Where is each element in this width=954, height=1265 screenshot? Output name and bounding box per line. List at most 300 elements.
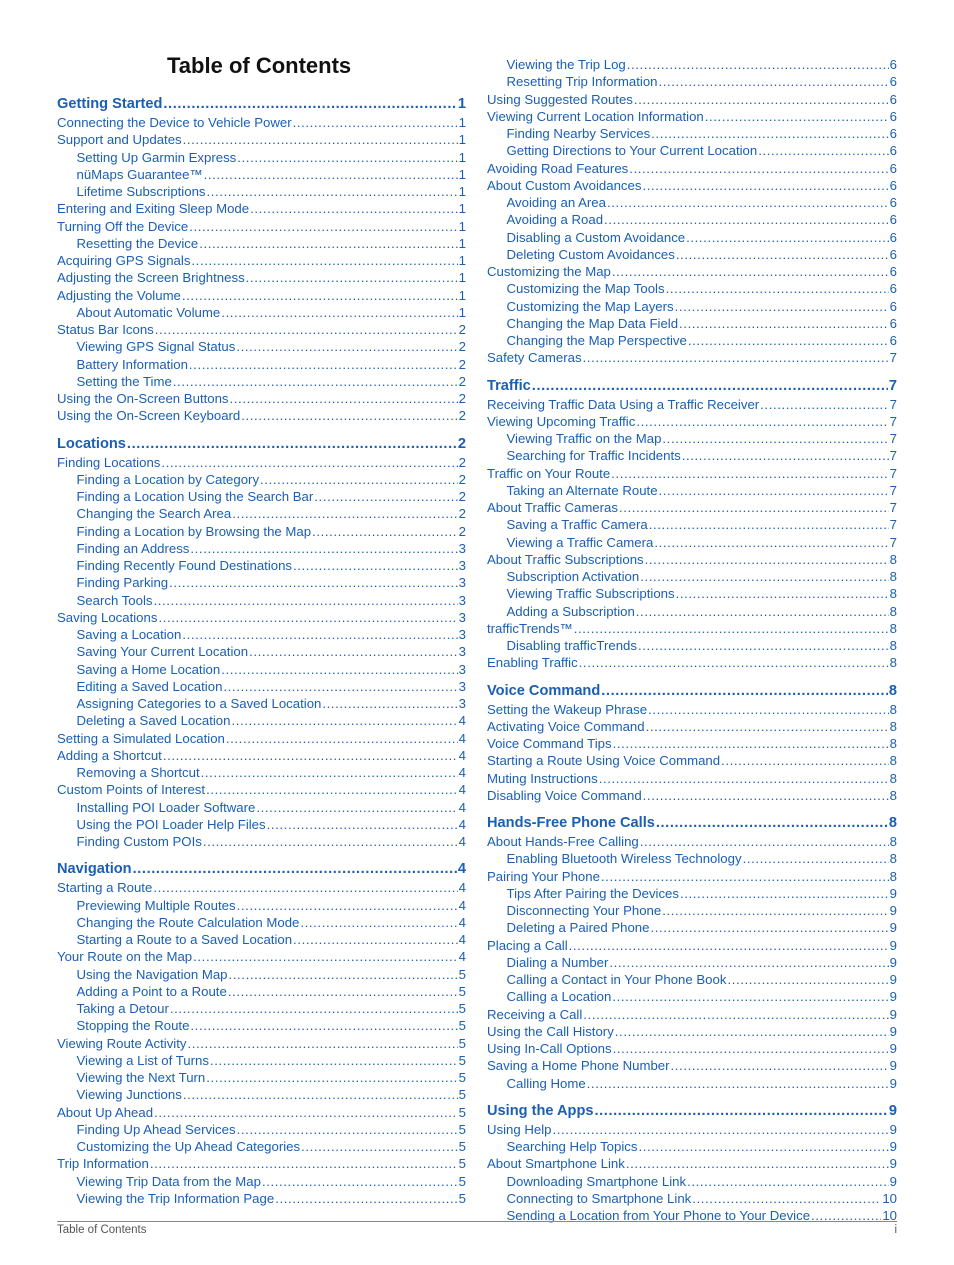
toc-page-number: 7 [889,448,897,464]
toc-subentry[interactable] [487,568,897,585]
dot-leader [189,356,458,373]
toc-entry-label: Battery Information [76,356,188,372]
toc-page-number: 4 [458,897,466,913]
toc-entry-label: Muting Instructions [487,770,598,786]
dot-leader [153,879,457,896]
toc-entry[interactable] [487,787,897,804]
toc-page-number: 8 [889,638,897,653]
dot-leader [743,850,889,867]
toc-entry-label: Viewing a Traffic Camera [506,534,654,550]
toc-entry-label: Setting Up Garmin Express [76,149,237,165]
dot-leader [155,321,458,338]
toc-entry-label: Avoiding a Road [506,212,604,228]
toc-entry-label: Viewing GPS Signal Status [76,339,236,355]
toc-entry[interactable] [487,1155,897,1172]
toc-page-number: 6 [889,143,897,159]
toc-subentry[interactable] [57,931,466,948]
dot-leader [250,200,458,217]
toc-page-number: 9 [889,972,897,987]
toc-entry-label: Calling Home [506,1075,586,1091]
toc-entry[interactable] [57,321,466,338]
toc-subentry[interactable] [57,799,466,816]
toc-subentry[interactable] [57,983,466,1000]
toc-entry[interactable] [57,114,466,131]
toc-subentry[interactable] [57,166,466,183]
toc-entry-label: Finding Locations [57,454,161,470]
toc-subentry[interactable] [487,1173,897,1190]
dot-leader [226,730,458,747]
toc-entry-label: Pairing Your Phone [487,868,600,884]
toc-subentry[interactable] [487,482,897,499]
toc-page-number: 6 [889,177,897,193]
toc-subentry[interactable] [57,505,466,522]
dot-leader [169,574,458,591]
toc-page-number: 7 [889,482,897,498]
toc-entry-label: Setting the Wakeup Phrase [487,701,648,717]
dot-leader [221,661,457,678]
toc-page-number: 1 [458,184,466,199]
toc-entry-label: Removing a Shortcut [76,765,200,780]
toc-subentry[interactable] [487,954,897,971]
dot-leader [613,735,889,752]
toc-entry[interactable] [487,620,897,637]
toc-entry-label: Search Tools [76,592,153,608]
toc-entry-label: Traffic [487,377,531,394]
toc-subentry[interactable] [487,1190,897,1207]
toc-subentry[interactable] [57,1086,466,1103]
dot-leader [659,73,889,90]
toc-entry[interactable] [487,718,897,735]
toc-subentry[interactable] [487,1138,897,1155]
toc-entry-label: Searching Help Topics [506,1139,638,1154]
toc-section-entry[interactable] [487,813,897,833]
toc-subentry[interactable] [487,332,897,349]
toc-entry[interactable] [487,263,897,280]
toc-entry[interactable] [487,1006,897,1023]
toc-page-number: 7 [889,431,897,446]
dot-leader [249,643,458,660]
dot-leader [638,637,889,654]
toc-entry-label: Resetting Trip Information [506,74,658,90]
dot-leader [206,1069,457,1086]
dot-leader [651,125,888,142]
toc-page-number: 8 [889,851,897,867]
toc-subentry[interactable] [487,56,897,73]
toc-entry-label: Viewing Upcoming Traffic [487,413,636,429]
toc-entry-label: Calling a Location [506,989,612,1005]
dot-leader [649,516,889,533]
toc-subentry[interactable] [57,661,466,678]
toc-subentry[interactable] [57,966,466,983]
dot-leader [666,280,889,297]
dot-leader [262,1173,458,1190]
toc-subentry[interactable] [487,1075,897,1092]
toc-page-number: 1 [458,201,466,217]
dot-leader [204,166,458,183]
toc-entry-label: Using Suggested Routes [487,91,633,107]
dot-leader [692,1190,881,1207]
toc-subentry[interactable] [57,488,466,505]
toc-page-number: 1 [458,218,466,234]
dot-leader [203,833,458,850]
toc-subentry[interactable] [487,919,897,936]
dot-leader [682,447,889,464]
dot-leader [293,114,458,131]
toc-subentry[interactable] [487,988,897,1005]
toc-subentry[interactable] [57,1052,466,1069]
toc-page-number: 2 [458,322,466,337]
toc-entry-label: About Up Ahead [57,1104,154,1120]
toc-subentry[interactable] [487,211,897,228]
toc-page-number: 8 [889,655,897,671]
toc-subentry[interactable] [57,235,466,252]
toc-entry[interactable] [57,1035,466,1052]
toc-entry-label: Changing the Search Area [76,506,232,522]
toc-entry-label: Adding a Subscription [506,603,635,619]
toc-page-number: 5 [458,1104,466,1120]
toc-page-number: 2 [458,454,466,470]
footer-divider [57,1221,897,1222]
toc-left-column [57,94,466,1207]
dot-leader [300,914,457,931]
toc-page-number: 1 [458,287,466,303]
toc-section-entry[interactable] [487,1101,897,1121]
toc-subentry[interactable] [57,356,466,373]
toc-page-number: 8 [889,770,897,786]
toc-entry-label: Avoiding an Area [506,195,606,210]
toc-entry-label: Saving a Home Location [76,661,221,677]
toc-subentry[interactable] [57,897,466,914]
toc-page-number: 7 [889,500,897,515]
toc-entry-label: Viewing the Next Turn [76,1070,206,1085]
toc-entry[interactable] [57,948,466,965]
toc-entry[interactable] [487,654,897,671]
dot-leader [241,407,457,424]
page-title: Table of Contents [167,53,352,78]
toc-entry[interactable] [57,287,466,304]
toc-section-entry[interactable] [487,681,897,701]
toc-page-number: 1 [458,115,466,130]
toc-entry[interactable] [487,551,897,568]
toc-entry-label: Changing the Map Perspective [506,333,687,348]
toc-page-number: 5 [458,1156,466,1172]
toc-entry-label: Your Route on the Map [57,949,193,965]
toc-subentry[interactable] [487,637,897,654]
toc-entry-label: Viewing Trip Data from the Map [76,1173,261,1189]
toc-subentry[interactable] [57,678,466,695]
dot-leader [601,681,888,701]
toc-page-number: 9 [889,1041,897,1056]
toc-entry-label: Finding an Address [76,540,190,556]
toc-page-number: 7 [889,396,897,412]
toc-entry[interactable] [487,735,897,752]
dot-leader [656,813,888,833]
toc-entry[interactable] [487,108,897,125]
toc-entry[interactable] [57,879,466,896]
toc-entry-label: Saving Your Current Location [76,644,249,660]
toc-page-number: 9 [889,989,897,1005]
toc-subentry[interactable] [57,574,466,591]
toc-entry[interactable] [57,1104,466,1121]
toc-page-number: 3 [458,558,466,573]
toc-subentry[interactable] [57,1121,466,1138]
toc-page-number: 1 [458,253,466,268]
toc-subentry[interactable] [57,557,466,574]
dot-leader [133,859,457,879]
toc-entry[interactable] [487,413,897,430]
toc-section-entry[interactable] [57,434,466,454]
toc-subentry[interactable] [487,850,897,867]
dot-leader [627,56,889,73]
toc-entry-label: nüMaps Guarantee™ [76,166,203,182]
dot-leader [236,338,457,355]
toc-page-number: 5 [458,1087,466,1103]
toc-entry[interactable] [487,91,897,108]
toc-entry[interactable] [57,218,466,235]
toc-entry[interactable] [487,701,897,718]
toc-page-number: 8 [889,834,897,849]
toc-subentry[interactable] [487,885,897,902]
toc-page-number: 9 [889,1023,897,1039]
toc-entry-label: Customizing the Map [487,264,611,279]
toc-entry-label: About Traffic Cameras [487,500,618,515]
toc-subentry[interactable] [57,764,466,781]
dot-leader [650,919,888,936]
toc-subentry[interactable] [57,592,466,609]
toc-subentry[interactable] [487,447,897,464]
toc-subentry[interactable] [487,315,897,332]
dot-leader [629,160,888,177]
toc-entry[interactable] [487,937,897,954]
dot-leader [727,971,888,988]
dot-leader [163,94,456,114]
dot-leader [583,1006,888,1023]
toc-entry[interactable] [487,349,897,366]
toc-page-number: 9 [889,1173,897,1189]
toc-subentry[interactable] [57,833,466,850]
toc-page-number: 3 [458,644,466,660]
dot-leader [532,376,888,396]
toc-subentry[interactable] [57,914,466,931]
dot-leader [189,218,457,235]
dot-leader [636,603,889,620]
toc-entry[interactable] [57,730,466,747]
dot-leader [676,246,889,263]
toc-subentry[interactable] [487,585,897,602]
toc-page-number: 3 [458,540,466,556]
toc-subentry[interactable] [57,1173,466,1190]
toc-entry[interactable] [487,465,897,482]
toc-entry-label: Viewing Traffic on the Map [506,431,662,446]
toc-subentry[interactable] [487,971,897,988]
dot-leader [256,799,457,816]
toc-subentry[interactable] [57,304,466,321]
toc-page-number: 2 [458,506,466,522]
toc-page-number: 8 [889,620,897,636]
toc-subentry[interactable] [487,534,897,551]
toc-section-entry[interactable] [487,376,897,396]
dot-leader [154,1104,458,1121]
toc-entry-label: Saving a Home Phone Number [487,1058,670,1074]
toc-page-number: 8 [888,815,897,831]
toc-entry[interactable] [487,833,897,850]
toc-subentry[interactable] [487,280,897,297]
toc-subentry[interactable] [57,471,466,488]
toc-subentry[interactable] [57,149,466,166]
toc-entry[interactable] [487,770,897,787]
toc-entry[interactable] [57,609,466,626]
dot-leader [645,551,889,568]
toc-entry-label: Assigning Categories to a Saved Location [76,696,322,711]
dot-leader [237,897,458,914]
toc-page-number: 6 [889,229,897,245]
dot-leader [193,948,458,965]
dot-leader [654,534,888,551]
toc-page-number: 2 [458,408,466,424]
dot-leader [619,499,889,516]
toc-entry[interactable] [487,499,897,516]
toc-entry-label: Using the On-Screen Buttons [57,391,229,406]
toc-subentry[interactable] [57,338,466,355]
toc-subentry[interactable] [57,626,466,643]
toc-subentry[interactable] [57,540,466,557]
toc-subentry[interactable] [487,430,897,447]
dot-leader [687,1173,889,1190]
toc-subentry[interactable] [57,523,466,540]
dot-leader [246,269,458,286]
toc-subentry[interactable] [57,373,466,390]
dot-leader [662,902,888,919]
toc-entry[interactable] [57,747,466,764]
toc-page-number: 8 [889,736,897,751]
toc-subentry[interactable] [57,1000,466,1017]
toc-subentry[interactable] [487,902,897,919]
toc-page-number: 8 [889,603,897,619]
dot-leader [640,568,888,585]
dot-leader [634,91,889,108]
toc-page-number: 5 [458,1070,466,1085]
toc-page-number: 6 [889,246,897,262]
dot-leader [721,752,889,769]
toc-entry-label: Sending a Location from Your Phone to Your Device [506,1208,811,1223]
toc-subentry[interactable] [487,125,897,142]
dot-leader [173,373,458,390]
toc-entry-label: Saving a Location [76,627,182,642]
toc-page-number: 2 [458,339,466,355]
toc-entry-label: Receiving a Call [487,1006,583,1022]
toc-entry[interactable] [487,396,897,413]
toc-subentry[interactable] [57,712,466,729]
toc-entry[interactable] [487,752,897,769]
toc-entry-label: Taking an Alternate Route [506,482,658,498]
toc-entry[interactable] [487,1121,897,1138]
toc-subentry[interactable] [487,298,897,315]
toc-subentry[interactable] [487,229,897,246]
dot-leader [642,177,888,194]
toc-subentry[interactable] [487,73,897,90]
toc-entry-label: Traffic on Your Route [487,465,611,481]
toc-page-number: 3 [458,627,466,642]
toc-entry-label: Adding a Shortcut [57,747,162,763]
toc-subentry[interactable] [57,1138,466,1155]
toc-entry[interactable] [487,1057,897,1074]
toc-page-number: 6 [889,74,897,90]
toc-entry[interactable] [57,781,466,798]
dot-leader [182,287,458,304]
dot-leader [207,183,458,200]
dot-leader [170,1000,458,1017]
dot-leader [312,523,458,540]
toc-page-number: 8 [889,701,897,717]
toc-subentry[interactable] [57,1069,466,1086]
toc-page-number: 6 [889,57,897,72]
toc-entry[interactable] [487,160,897,177]
dot-leader [671,1057,889,1074]
toc-subentry[interactable] [487,194,897,211]
toc-section-entry[interactable] [57,859,466,879]
toc-entry[interactable] [487,868,897,885]
toc-subentry[interactable] [57,695,466,712]
toc-entry[interactable] [57,200,466,217]
toc-entry-label: Hands-Free Phone Calls [487,815,655,831]
toc-subentry[interactable] [487,246,897,263]
toc-entry[interactable] [487,1040,897,1057]
dot-leader [260,471,458,488]
toc-subentry[interactable] [57,816,466,833]
toc-entry-label: Finding a Location Using the Search Bar [76,489,314,504]
toc-entry-label: Getting Started [57,96,163,112]
toc-page-number: 4 [458,799,466,815]
toc-entry[interactable] [57,454,466,471]
toc-entry[interactable] [57,252,466,269]
toc-entry-label: Using the POI Loader Help Files [76,816,266,832]
toc-entry[interactable] [57,407,466,424]
toc-subentry[interactable] [57,183,466,200]
toc-subentry[interactable] [57,643,466,660]
toc-subentry[interactable] [487,142,897,159]
dot-leader [612,988,888,1005]
toc-page-number: 9 [889,885,897,901]
toc-subentry[interactable] [57,1017,466,1034]
dot-leader [705,108,889,125]
dot-leader [688,332,889,349]
toc-entry[interactable] [487,1023,897,1040]
toc-entry[interactable] [487,177,897,194]
dot-leader [163,747,458,764]
toc-entry-label: Disabling a Custom Avoidance [506,229,686,245]
dot-leader [237,149,457,166]
toc-subentry[interactable] [487,603,897,620]
toc-page-number: 4 [457,861,466,878]
toc-page-number: 4 [458,880,466,896]
dot-leader [191,252,457,269]
toc-page-number: 8 [889,787,897,803]
toc-entry-label: Status Bar Icons [57,322,154,337]
toc-entry[interactable] [57,131,466,148]
toc-entry-label: Viewing a List of Turns [76,1052,209,1068]
toc-entry[interactable] [57,390,466,407]
toc-subentry[interactable] [487,516,897,533]
toc-entry[interactable] [57,269,466,286]
toc-entry[interactable] [57,1155,466,1172]
toc-section-entry[interactable] [57,94,466,114]
dot-leader [662,430,888,447]
toc-page-number: 8 [889,753,897,769]
toc-entry-label: Viewing Traffic Subscriptions [506,586,675,602]
toc-entry-label: Trip Information [57,1156,149,1172]
toc-subentry[interactable] [57,1190,466,1207]
toc-page-number: 3 [458,575,466,591]
